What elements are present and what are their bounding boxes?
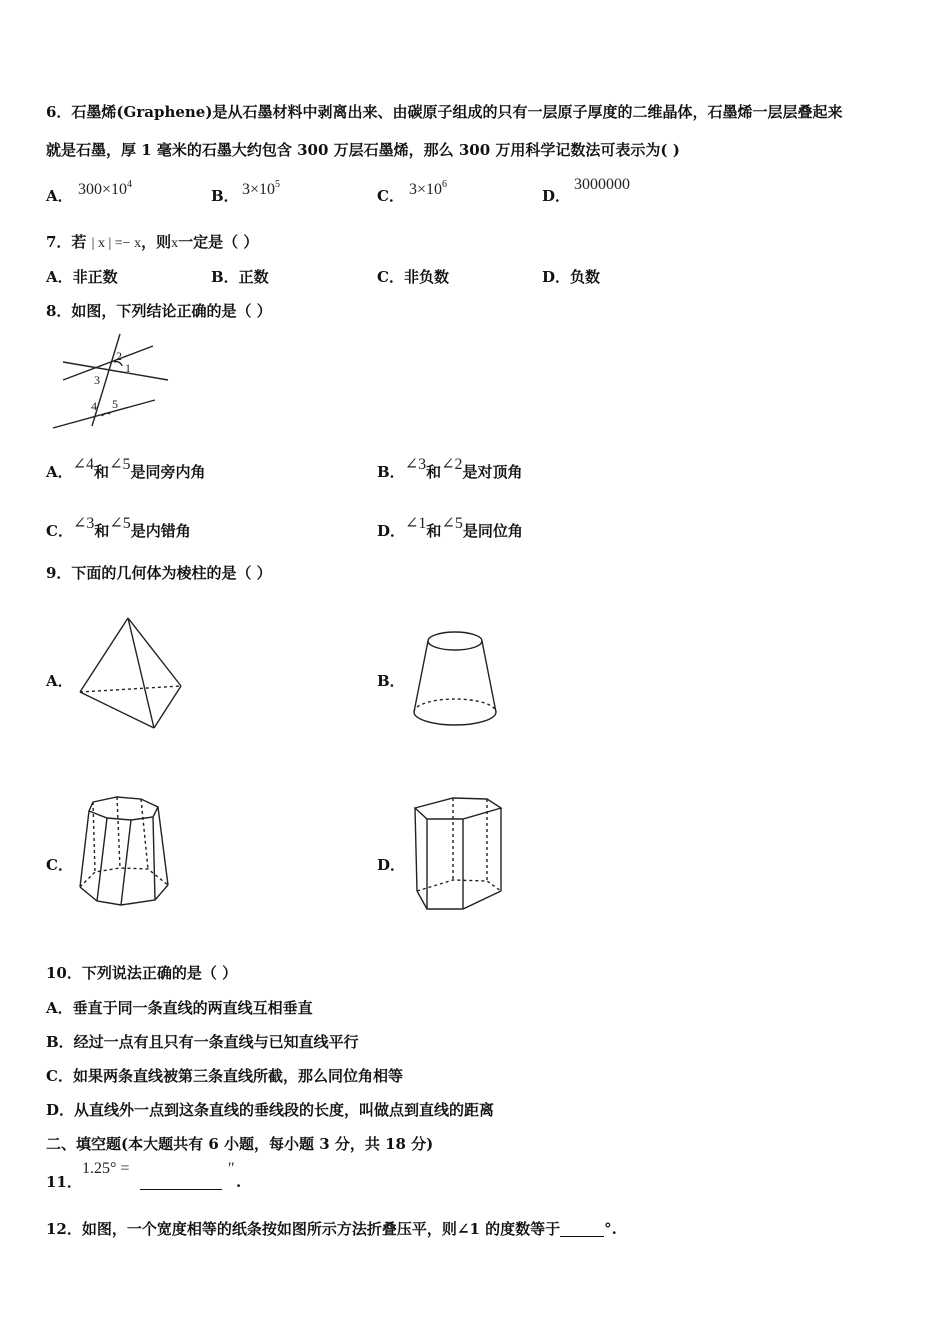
q9-option-b-label: B． (377, 672, 405, 690)
q11-expression: 1.25° = (82, 1160, 130, 1177)
q9-figure-d-hexagonal-prism (413, 794, 508, 914)
q11-number: 11． (46, 1173, 82, 1191)
q8-label-5: 5 (112, 397, 118, 411)
q8-option-d: D．∠1和∠5是同位角 (377, 515, 523, 540)
q8-option-a: A．∠4和∠5是同旁内角 (46, 456, 206, 481)
q6-option-d-label: D． (542, 187, 571, 205)
q11-end: . (236, 1173, 242, 1191)
q9-figure-c-octagonal-frustum (75, 797, 175, 912)
q9-option-a-label: A． (46, 672, 73, 690)
q7-stem (46, 232, 258, 253)
q9-figure-a-tetrahedron (78, 615, 188, 733)
q10-stem: 10．下列说法正确的是（ ） (46, 964, 238, 982)
q9-stem: 9．下面的几何体为棱柱的是（ ） (46, 564, 272, 582)
q10-option-b: B．经过一点有且只有一条直线与已知直线平行 (46, 1033, 359, 1051)
q8-label-2: 2 (116, 349, 122, 363)
q10-option-d: D．从直线外一点到这条直线的垂线段的长度，叫做点到直线的距离 (46, 1101, 495, 1119)
q9-option-c-label: C． (46, 856, 73, 874)
q12-blank[interactable] (560, 1222, 604, 1237)
q7-mid: ，则 (141, 233, 172, 251)
q11-blank[interactable] (140, 1175, 222, 1190)
q10-option-a: A．垂直于同一条直线的两直线互相垂直 (46, 999, 313, 1017)
q6-stem-line2: 就是石墨，厚 1 毫米的石墨大约包含 300 万层石墨烯，那么 300 万用科学记数法可表示为( ) (46, 141, 680, 159)
q9-option-d-label: D． (377, 856, 406, 874)
q8-line-top (63, 362, 168, 380)
q11-answer-line (140, 1172, 222, 1192)
q7-option-c: C．非负数 (377, 268, 449, 286)
q7-option-d: D．负数 (542, 268, 601, 286)
q7-prefix: 7．若 (46, 233, 87, 251)
q8-label-4: 4 (91, 399, 97, 413)
q12-stem: 12．如图，一个宽度相等的纸条按如图所示方法折叠压平，则∠1 的度数等于 °. (46, 1220, 617, 1238)
q8-stem: 8．如图，下列结论正确的是（ ） (46, 302, 272, 320)
section-2-heading: 二、填空题(本大题共有 6 小题，每小题 3 分，共 18 分) (46, 1135, 434, 1153)
q10-option-c: C．如果两条直线被第三条直线所截，那么同位角相等 (46, 1067, 403, 1085)
q6-option-b-label: B． (211, 187, 239, 205)
q7-abs-expression: | x | =− x (91, 236, 142, 251)
q8-option-c: C．∠3和∠5是内错角 (46, 515, 191, 540)
q8-option-b: B．∠3和∠2是对顶角 (377, 456, 523, 481)
q8-label-1: 1 (125, 361, 131, 375)
q7-suffix: 一定是（ ） (178, 233, 259, 251)
q8-label-3: 3 (94, 373, 100, 387)
q6-option-c-label: C． (377, 187, 404, 205)
q7-option-a: A．非正数 (46, 268, 118, 286)
q9-figure-b-frustum (410, 630, 505, 730)
q7-option-b: B．正数 (211, 268, 269, 286)
q7-var: x (171, 236, 179, 251)
q6-stem-line1: 6．石墨烯(Graphene)是从石墨材料中剥离出来、由碳原子组成的只有一层原子厚度的二维晶体，石墨烯一层层叠起来 (46, 103, 843, 121)
q6-option-a-label: A． (46, 187, 73, 205)
q8-figure-intersecting-lines (50, 330, 180, 430)
q6-option-c-value: $3\times 10^6$ (409, 179, 448, 198)
q6-option-a-value: $300\times 10^4$ (78, 179, 133, 198)
q6-option-d-value: 3000000 (574, 176, 630, 193)
q6-option-b-value: $3\times 10^5$ (242, 179, 281, 198)
q11-unit: ″ (228, 1160, 235, 1177)
